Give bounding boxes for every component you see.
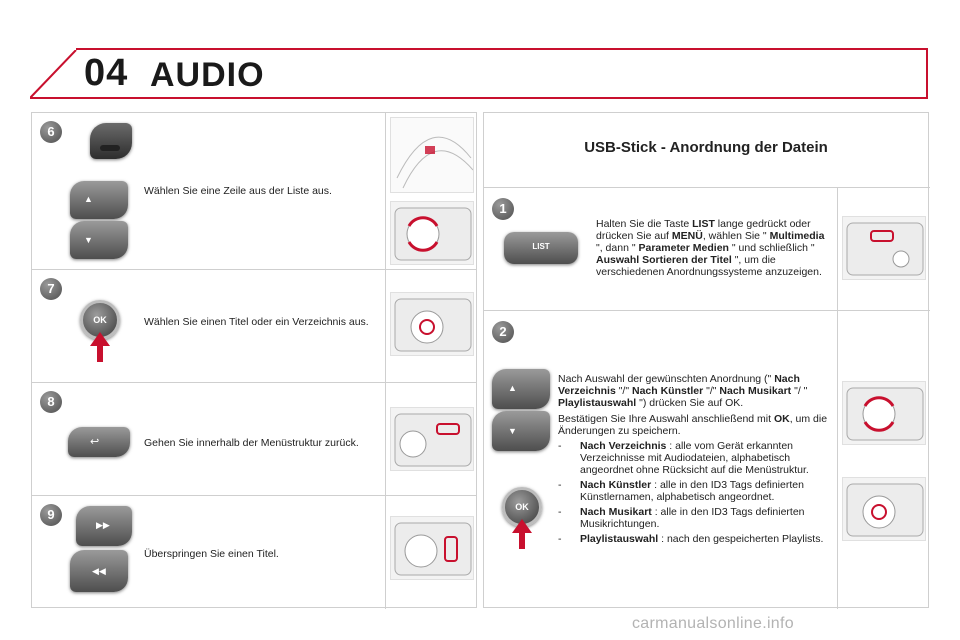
usb-control-panel-thumbnail-2	[842, 477, 926, 541]
step-badge-6: 6	[40, 121, 62, 143]
usb-sort-panel	[483, 112, 929, 608]
confirm-paragraph: Bestätigen Sie Ihre Auswahl anschließend mit OK, um die Änderungen zu speichern.	[558, 413, 828, 437]
step-badge-9: 9	[40, 504, 62, 526]
control-panel-thumbnail-8	[390, 407, 474, 471]
header-slant-line	[30, 50, 90, 110]
control-panel-thumbnail-7	[390, 292, 474, 356]
step-badge-7: 7	[40, 278, 62, 300]
header-right-line	[926, 48, 928, 99]
skip-back-button-icon: ◀◀	[70, 550, 128, 592]
step-text-8: Gehen Sie innerhalb der Menüstruktur zurück.	[144, 437, 359, 449]
header-bottom-line	[30, 97, 928, 99]
header-top-line	[76, 48, 928, 50]
control-panel-thumbnail-9	[390, 516, 474, 580]
sort-paragraph: Nach Auswahl der gewünschten Anordnung (" Nach Verzeichnis "/" Nach Künstler "/" Nach Musikart "/ " Playlistauswahl ") drücken Sie auf OK.	[558, 373, 808, 409]
step-row-7	[32, 270, 476, 383]
usb-step-badge-1: 1	[492, 198, 514, 220]
usb-step-row-2	[484, 311, 930, 609]
control-panel-thumbnail-6	[390, 201, 474, 265]
usb-step-badge-2: 2	[492, 321, 514, 343]
back-button-icon: ↩	[68, 427, 130, 457]
usb-scroll-down-icon: ▼	[492, 411, 550, 451]
step-text-9: Überspringen Sie einen Titel.	[144, 548, 279, 560]
scroll-up-button-icon: ▲	[70, 181, 128, 219]
usb-step-text-2	[558, 373, 830, 545]
press-arrow-icon	[90, 332, 110, 346]
step-row-6	[32, 113, 476, 270]
usb-press-arrow-icon	[512, 519, 532, 533]
bullet-item: - Nach Musikart : alle in den ID3 Tags definierten Musikrichtungen.	[558, 506, 805, 530]
bullet-item: - Playlistauswahl : nach den gespeicherten Playlists.	[558, 533, 824, 545]
usb-ok-knob-icon: OK	[502, 487, 542, 527]
steering-wheel-thumbnail	[390, 117, 474, 193]
skip-forward-button-icon: ▶▶	[76, 506, 132, 546]
list-panel-thumbnail	[842, 216, 926, 280]
usb-scroll-up-icon: ▲	[492, 369, 550, 409]
scroll-down-button-icon: ▼	[70, 221, 128, 259]
watermark-text: carmanualsonline.info	[632, 615, 794, 632]
ok-knob-icon: OK	[80, 300, 120, 340]
bullet-item: - Nach Verzeichnis : alle vom Gerät erkannten Verzeichnisse mit Audiodateien, alphabetisch angeordnet ohne Rücksicht auf die Menüstruktur.	[558, 440, 809, 476]
list-button-icon: LIST	[504, 232, 578, 264]
usb-step-row-1	[484, 187, 930, 311]
step-row-9	[32, 496, 476, 609]
usb-control-panel-thumbnail-1	[842, 381, 926, 445]
left-steps-panel	[31, 112, 477, 608]
bullet-item: - Nach Künstler : alle in den ID3 Tags definierten Künstlernamen, alphabetisch angeordnet.	[558, 479, 804, 503]
step-text-7: Wählen Sie einen Titel oder ein Verzeichnis aus.	[144, 316, 369, 328]
chapter-title: AUDIO	[150, 56, 265, 94]
chapter-number: 04	[84, 52, 129, 94]
step-badge-8: 8	[40, 391, 62, 413]
step-row-8	[32, 383, 476, 496]
usb-section-title: USB-Stick - Anordnung der Datein	[584, 139, 828, 156]
usb-step-text-1: Halten Sie die Taste LIST lange gedrückt oder drücken Sie auf MENÜ, wählen Sie " Multimedia ", dann " Parameter Medien " und schließlich " Auswahl Sortieren der Titel ", um die verschiedenen Anordnungssysteme anzuzeigen.	[596, 218, 825, 278]
steering-wheel-button-icon	[90, 123, 132, 159]
step-text-6: Wählen Sie eine Zeile aus der Liste aus.	[144, 185, 332, 197]
